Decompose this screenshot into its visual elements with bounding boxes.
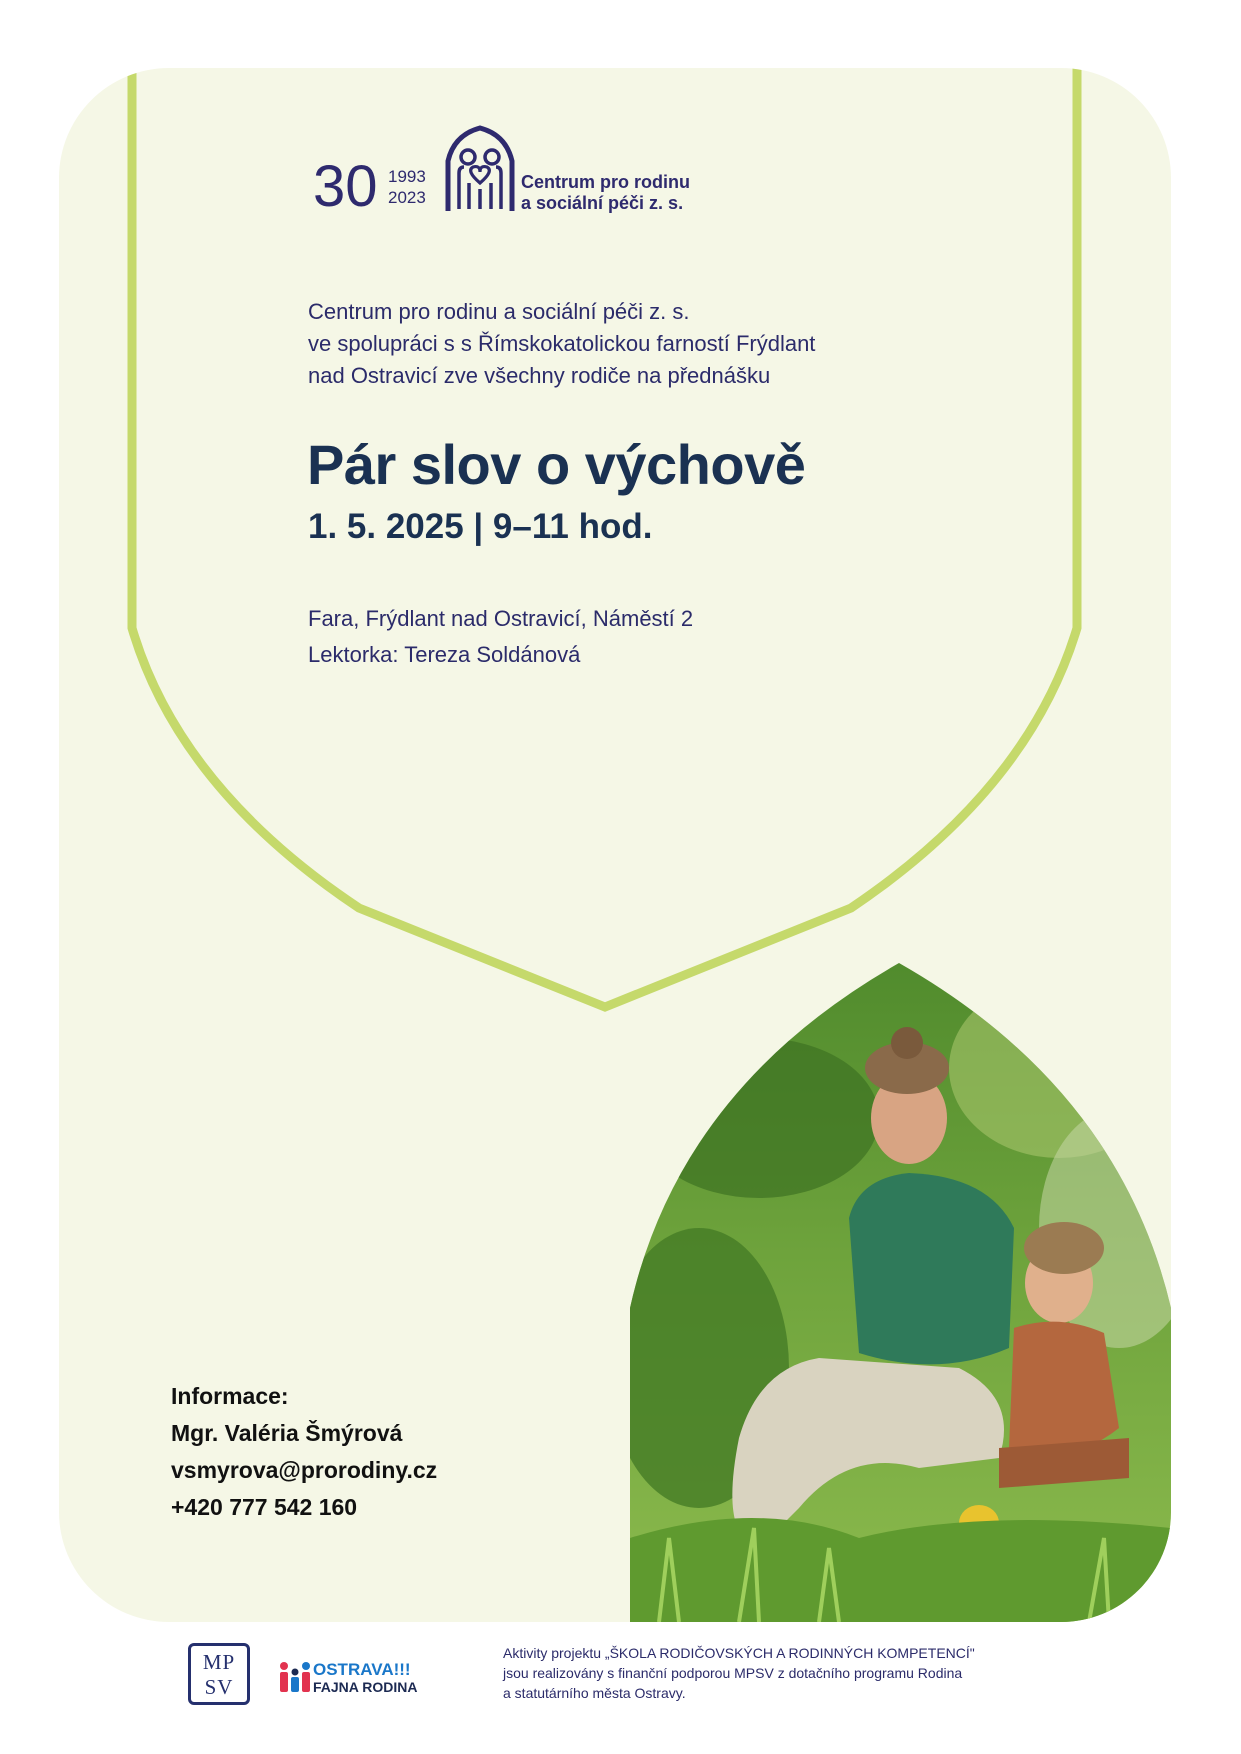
event-details bbox=[308, 601, 693, 673]
event-datetime: 1. 5. 2025 | 9–11 hod. bbox=[308, 507, 653, 546]
org-name-line2: a sociální péči z. s. bbox=[521, 193, 684, 213]
org-name-line1: Centrum pro rodinu bbox=[521, 172, 690, 192]
invitation-text bbox=[308, 296, 815, 392]
event-place: Fara, Frýdlant nad Ostravicí, Náměstí 2 bbox=[308, 606, 694, 631]
funding-note-line: jsou realizovány s finanční podporou MPSV z dotačního programu Rodina bbox=[503, 1665, 963, 1681]
ostrava-logo-title: OSTRAVA!!! bbox=[313, 1660, 411, 1679]
anniversary-years bbox=[388, 166, 426, 208]
ostrava-logo-subtitle: FAJNA RODINA bbox=[313, 1679, 418, 1695]
invitation-line: nad Ostravicí zve všechny rodiče na přednášku bbox=[308, 363, 771, 388]
contact-heading: Informace: bbox=[171, 1383, 289, 1409]
contact-block bbox=[171, 1378, 437, 1526]
funding-note-line: Aktivity projektu „ŠKOLA RODIČOVSKÝCH A RODINNÝCH KOMPETENCÍ" bbox=[503, 1645, 975, 1661]
event-lecturer: Lektorka: Tereza Soldánová bbox=[308, 642, 581, 667]
ostrava-fajna-rodina-logo bbox=[279, 1660, 418, 1698]
organization-name bbox=[521, 172, 690, 214]
year-start: 1993 bbox=[388, 167, 426, 186]
year-end: 2023 bbox=[388, 188, 426, 207]
funding-note bbox=[503, 1643, 975, 1703]
contact-email[interactable]: vsmyrova@prorodiny.cz bbox=[171, 1457, 438, 1483]
contact-phone[interactable]: +420 777 542 160 bbox=[171, 1494, 358, 1520]
invitation-line: ve spolupráci s s Římskokatolickou farností Frýdlant bbox=[308, 331, 816, 356]
contact-name: Mgr. Valéria Šmýrová bbox=[171, 1420, 403, 1446]
mpsv-logo-line2: SV bbox=[204, 1675, 234, 1699]
event-title: Pár slov o výchově bbox=[307, 433, 806, 496]
mpsv-logo-line1: MP bbox=[202, 1650, 236, 1674]
funding-note-line: a statutárního města Ostravy. bbox=[503, 1685, 686, 1701]
family-in-arch-icon bbox=[444, 125, 516, 213]
invitation-line: Centrum pro rodinu a sociální péči z. s. bbox=[308, 299, 690, 324]
mpsv-logo bbox=[188, 1643, 250, 1705]
family-figures-icon bbox=[279, 1660, 311, 1694]
anniversary-number: 30 bbox=[313, 154, 378, 219]
